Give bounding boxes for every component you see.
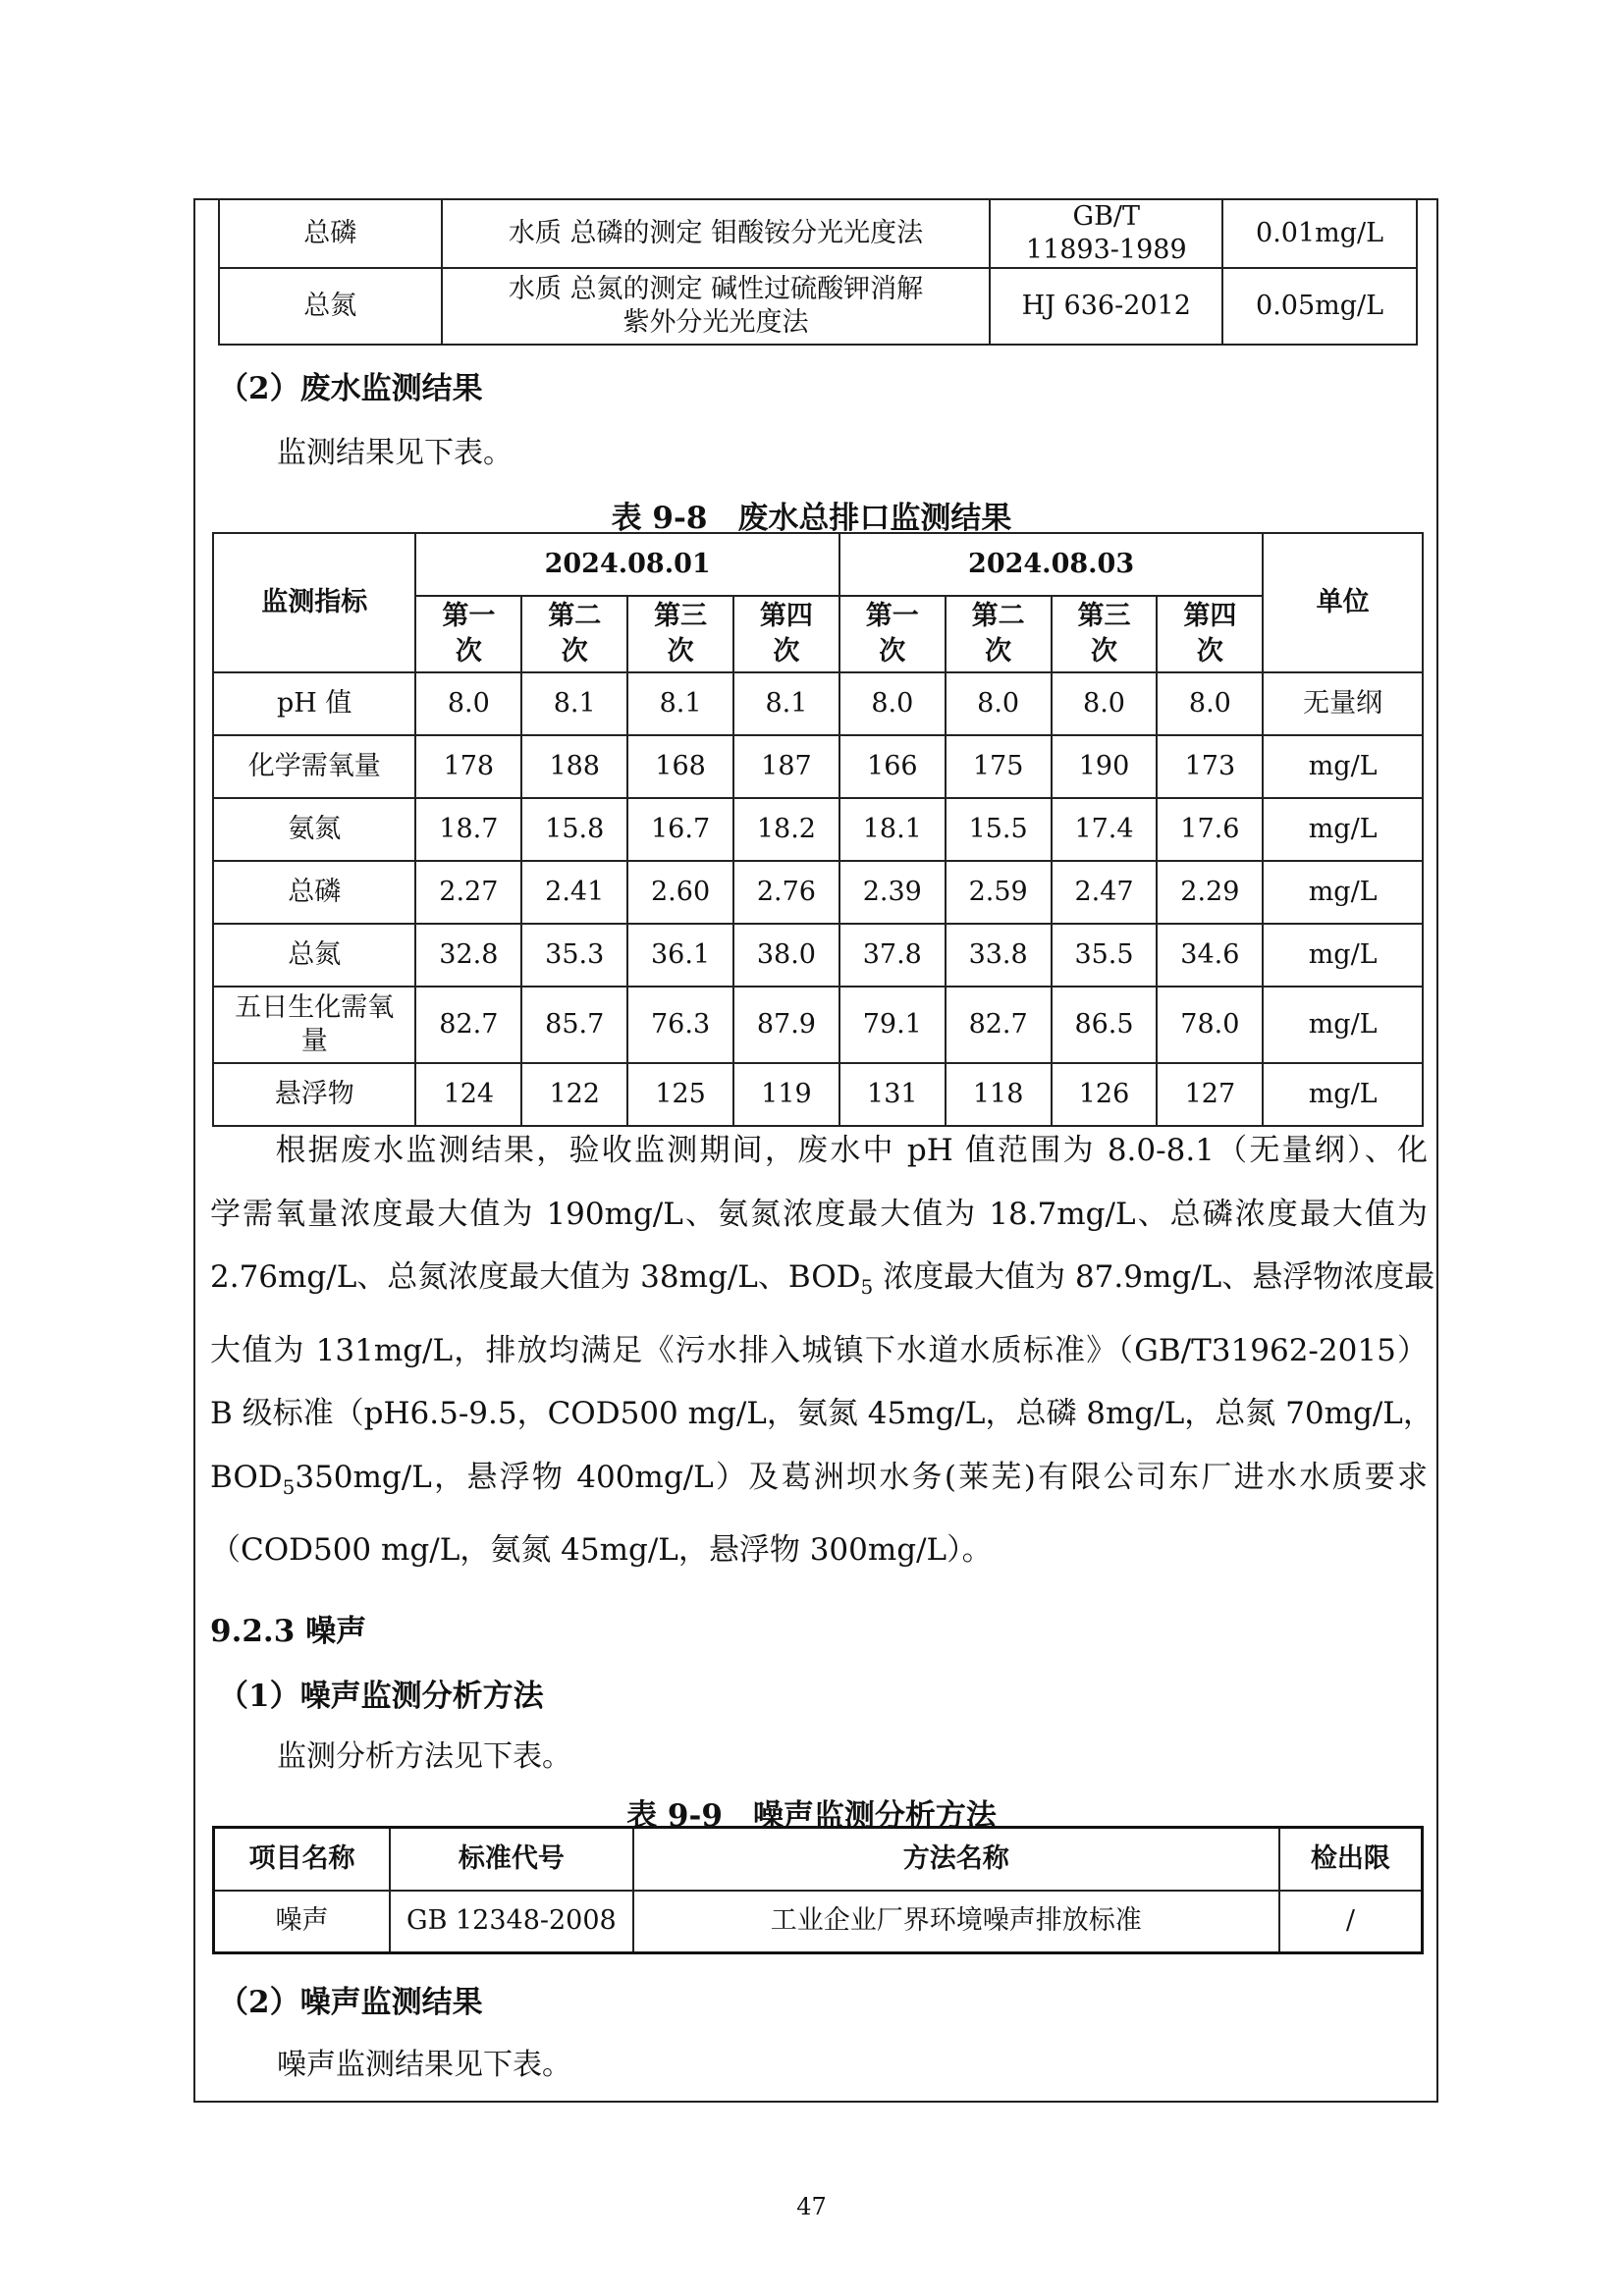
noise-header: 检出限 xyxy=(1279,1828,1423,1891)
standard-line: 11893-1989 xyxy=(1025,235,1187,265)
date-header: 2024.08.03 xyxy=(839,533,1263,596)
value-cell: 8.1 xyxy=(627,672,733,735)
unit-cell: mg/L xyxy=(1263,924,1423,987)
value-cell: 2.39 xyxy=(839,861,946,924)
value-cell: 166 xyxy=(839,735,946,798)
conclusion-line: 学需氧量浓度最大值为 190mg/L、氨氮浓度最大值为 18.7mg/L、总磷浓度最大值为 xyxy=(210,1196,1428,1232)
value-cell: 86.5 xyxy=(1052,987,1158,1063)
value-cell: 85.7 xyxy=(521,987,627,1063)
wastewater-table xyxy=(212,532,1424,1127)
table-row xyxy=(213,672,1423,735)
value-cell: 125 xyxy=(627,1063,733,1126)
standard-cell xyxy=(990,199,1222,268)
value-cell: 2.76 xyxy=(733,861,839,924)
unit-cell: mg/L xyxy=(1263,861,1423,924)
value-cell: 119 xyxy=(733,1063,839,1126)
value-cell: 2.59 xyxy=(946,861,1052,924)
value-cell: 2.41 xyxy=(521,861,627,924)
indicator-cell: 总氮 xyxy=(213,924,415,987)
noise-cell: 工业企业厂界环境噪声排放标准 xyxy=(633,1891,1279,1953)
value-cell: 82.7 xyxy=(415,987,521,1063)
value-cell: 15.8 xyxy=(521,798,627,861)
value-cell: 173 xyxy=(1157,735,1263,798)
value-cell: 35.3 xyxy=(521,924,627,987)
value-cell: 79.1 xyxy=(839,987,946,1063)
value-cell: 36.1 xyxy=(627,924,733,987)
value-cell: 34.6 xyxy=(1157,924,1263,987)
table-row xyxy=(219,199,1417,268)
indicator-header: 监测指标 xyxy=(213,533,415,672)
unit-cell: mg/L xyxy=(1263,735,1423,798)
unit-cell: mg/L xyxy=(1263,987,1423,1063)
noise-table-caption: 表 9-9 噪声监测分析方法 xyxy=(626,1798,997,1834)
indicator-cell: 氨氮 xyxy=(213,798,415,861)
value-cell: 2.29 xyxy=(1157,861,1263,924)
noise-cell: GB 12348-2008 xyxy=(390,1891,633,1953)
value-cell: 178 xyxy=(415,735,521,798)
time-header: 第三 次 xyxy=(1052,596,1158,672)
value-cell: 17.6 xyxy=(1157,798,1263,861)
indicator-cell: pH 值 xyxy=(213,672,415,735)
time-header: 第二 次 xyxy=(946,596,1052,672)
noise-result-heading: （2）噪声监测结果 xyxy=(218,1985,483,2020)
limit-cell: 0.05mg/L xyxy=(1222,268,1417,345)
value-cell: 8.0 xyxy=(415,672,521,735)
value-cell: 18.1 xyxy=(839,798,946,861)
unit-cell: 无量纲 xyxy=(1263,672,1423,735)
value-cell: 17.4 xyxy=(1052,798,1158,861)
wastewater-table-caption: 表 9-8 废水总排口监测结果 xyxy=(611,501,1012,536)
unit-cell: mg/L xyxy=(1263,798,1423,861)
time-header: 第二 次 xyxy=(521,596,627,672)
value-cell: 2.47 xyxy=(1052,861,1158,924)
value-cell: 8.0 xyxy=(1157,672,1263,735)
value-cell: 76.3 xyxy=(627,987,733,1063)
table-row xyxy=(213,861,1423,924)
item-cell: 总磷 xyxy=(219,199,442,268)
noise-method-table xyxy=(212,1826,1424,1954)
value-cell: 33.8 xyxy=(946,924,1052,987)
value-cell: 87.9 xyxy=(733,987,839,1063)
value-cell: 118 xyxy=(946,1063,1052,1126)
method-cell xyxy=(442,268,991,345)
conclusion-line: 2.76mg/L、总氮浓度最大值为 38mg/L、$BOD_5$ 浓度最大值为 87.9mg/L、悬浮物浓度最 xyxy=(210,1259,1435,1300)
wastewater-result-heading: （2）废水监测结果 xyxy=(218,371,483,406)
wastewater-conclusion xyxy=(210,1119,1435,1582)
time-header: 第四 次 xyxy=(1157,596,1263,672)
value-cell: 82.7 xyxy=(946,987,1052,1063)
value-cell: 168 xyxy=(627,735,733,798)
value-cell: 8.1 xyxy=(733,672,839,735)
value-cell: 124 xyxy=(415,1063,521,1126)
time-header: 第一 次 xyxy=(839,596,946,672)
noise-method-intro: 监测分析方法见下表。 xyxy=(277,1739,571,1774)
indicator-cell: 总磷 xyxy=(213,861,415,924)
noise-section-heading: 9.2.3 噪声 xyxy=(210,1614,367,1649)
indicator-cell: 化学需氧量 xyxy=(213,735,415,798)
indicator-cell: 悬浮物 xyxy=(213,1063,415,1126)
value-cell: 35.5 xyxy=(1052,924,1158,987)
conclusion-line: $BOD_5350mg/L$，悬浮物 400mg/L）及葛洲坝水务(莱芜)有限公司东厂进水水质要求 xyxy=(210,1459,1428,1499)
table-header-row xyxy=(214,1828,1423,1891)
page-number: 47 xyxy=(796,2193,827,2220)
value-cell: 126 xyxy=(1052,1063,1158,1126)
unit-cell: mg/L xyxy=(1263,1063,1423,1126)
value-cell: 188 xyxy=(521,735,627,798)
noise-result-intro: 噪声监测结果见下表。 xyxy=(277,2048,571,2082)
table-row xyxy=(214,1891,1423,1953)
table-row xyxy=(213,798,1423,861)
conclusion-line: 大值为 131mg/L，排放均满足《污水排入城镇下水道水质标准》（GB/T31962-2015） xyxy=(210,1332,1428,1368)
table-row xyxy=(219,268,1417,345)
table-header-row xyxy=(213,533,1423,596)
time-header: 第四 次 xyxy=(733,596,839,672)
table-row xyxy=(213,735,1423,798)
noise-cell: / xyxy=(1279,1891,1423,1953)
noise-header: 方法名称 xyxy=(633,1828,1279,1891)
conclusion-line: 根据废水监测结果，验收监测期间，废水中 pH 值范围为 8.0-8.1（无量纲）、化 xyxy=(210,1133,1428,1168)
method-line: 水质 总氮的测定 碱性过硫酸钾消解 xyxy=(508,274,924,304)
method-line: 紫外分光光度法 xyxy=(622,307,809,338)
unit-header: 单位 xyxy=(1263,533,1423,672)
conclusion-line: B 级标准（pH6.5-9.5，COD500 mg/L，氨氮 45mg/L，总磷 8mg/L，总氮 70mg/L， xyxy=(210,1396,1434,1432)
value-cell: 38.0 xyxy=(733,924,839,987)
value-cell: 18.2 xyxy=(733,798,839,861)
value-cell: 18.7 xyxy=(415,798,521,861)
value-cell: 16.7 xyxy=(627,798,733,861)
value-cell: 78.0 xyxy=(1157,987,1263,1063)
value-cell: 8.1 xyxy=(521,672,627,735)
conclusion-line: （COD500 mg/L，氨氮 45mg/L，悬浮物 300mg/L）。 xyxy=(210,1532,993,1569)
value-cell: 2.27 xyxy=(415,861,521,924)
value-cell: 122 xyxy=(521,1063,627,1126)
date-header: 2024.08.01 xyxy=(415,533,839,596)
value-cell: 8.0 xyxy=(1052,672,1158,735)
value-cell: 187 xyxy=(733,735,839,798)
noise-method-heading: （1）噪声监测分析方法 xyxy=(218,1679,544,1714)
value-cell: 190 xyxy=(1052,735,1158,798)
noise-header: 标准代号 xyxy=(390,1828,633,1891)
limit-cell: 0.01mg/L xyxy=(1222,199,1417,268)
indicator-cell: 五日生化需氧 量 xyxy=(213,987,415,1063)
table-row xyxy=(213,924,1423,987)
value-cell: 2.60 xyxy=(627,861,733,924)
value-cell: 127 xyxy=(1157,1063,1263,1126)
time-header: 第一 次 xyxy=(415,596,521,672)
value-cell: 8.0 xyxy=(839,672,946,735)
value-cell: 8.0 xyxy=(946,672,1052,735)
standard-line: GB/T xyxy=(1072,201,1141,232)
wastewater-result-intro: 监测结果见下表。 xyxy=(277,436,513,470)
item-cell: 总氮 xyxy=(219,268,442,345)
methods-table xyxy=(218,198,1418,346)
value-cell: 15.5 xyxy=(946,798,1052,861)
standard-cell: HJ 636-2012 xyxy=(990,268,1222,345)
time-header: 第三 次 xyxy=(627,596,733,672)
value-cell: 131 xyxy=(839,1063,946,1126)
value-cell: 32.8 xyxy=(415,924,521,987)
value-cell: 37.8 xyxy=(839,924,946,987)
noise-header: 项目名称 xyxy=(214,1828,391,1891)
method-cell: 水质 总磷的测定 钼酸铵分光光度法 xyxy=(442,199,991,268)
wastewater-table-body xyxy=(213,672,1423,1126)
table-row xyxy=(213,987,1423,1063)
value-cell: 175 xyxy=(946,735,1052,798)
noise-cell: 噪声 xyxy=(214,1891,391,1953)
table-row xyxy=(213,1063,1423,1126)
